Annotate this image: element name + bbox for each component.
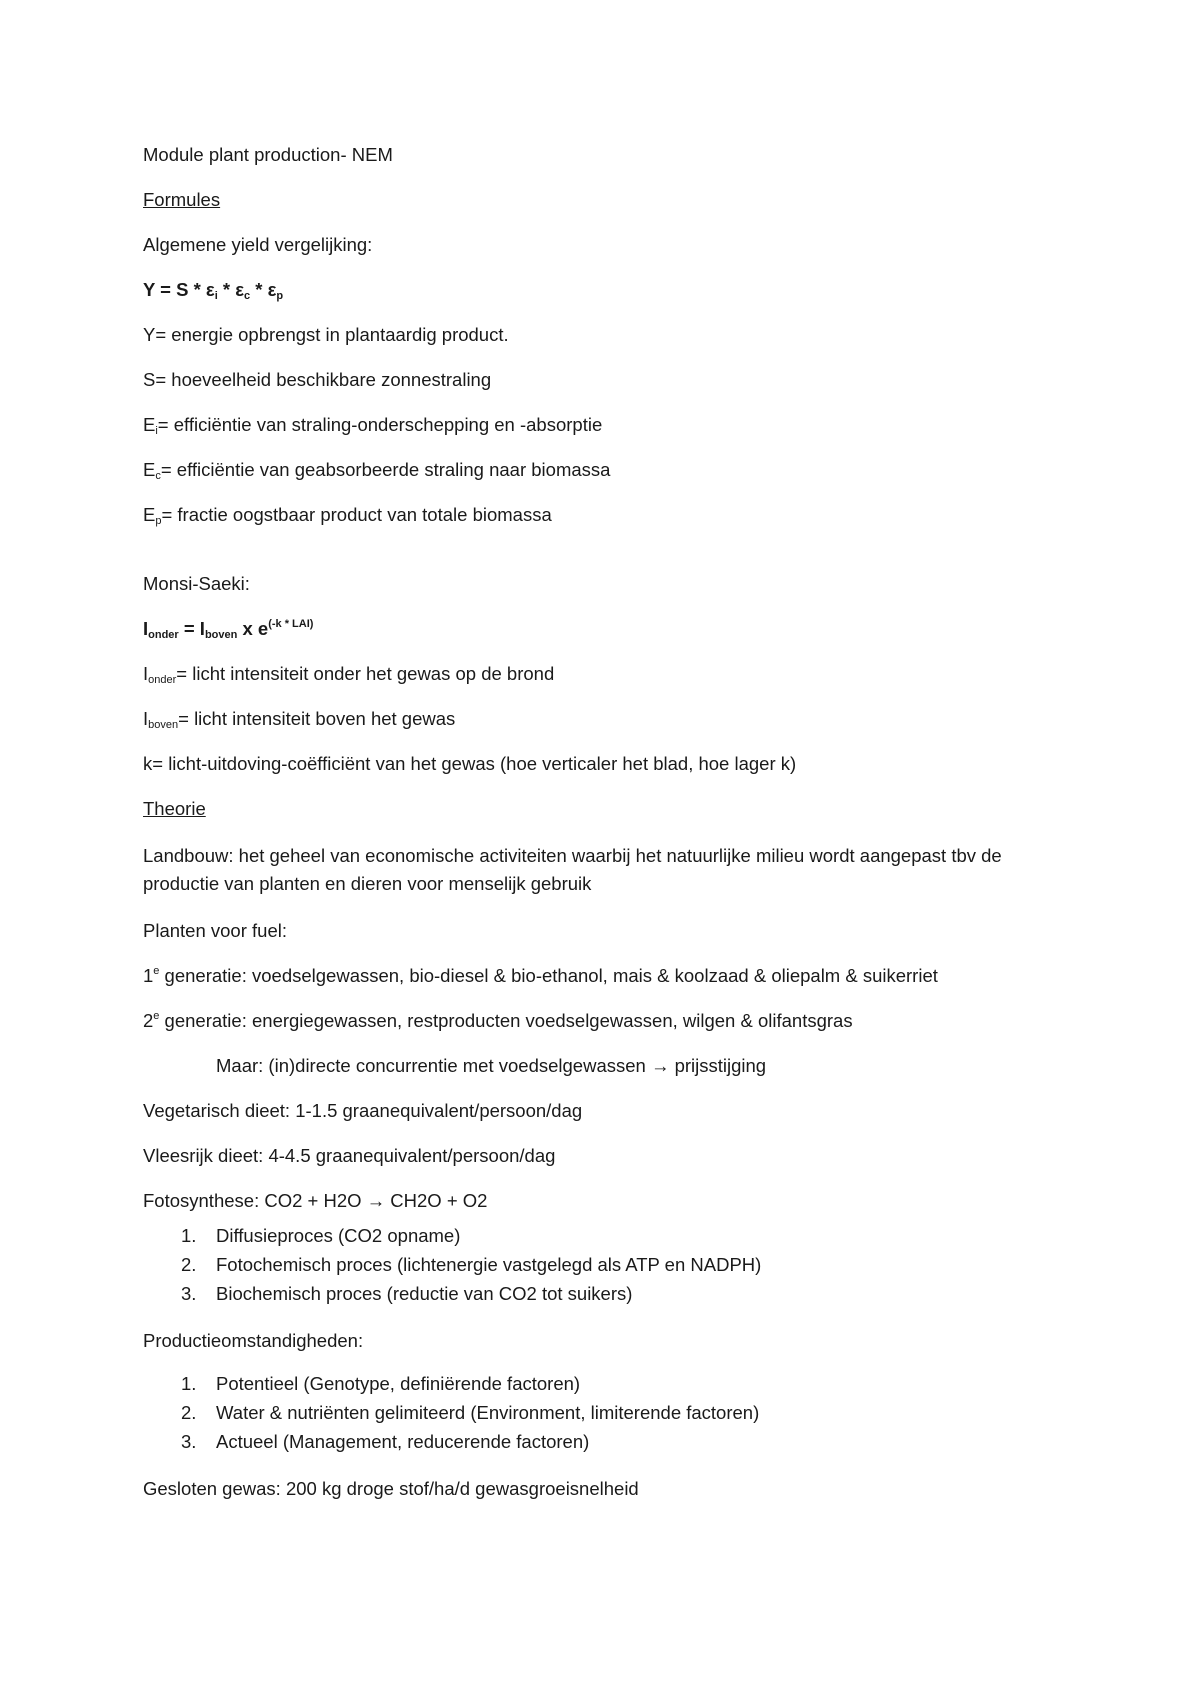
def-i-onder-letter: I bbox=[143, 663, 149, 684]
foto-lhs: Fotosynthese: CO2 + H2O bbox=[143, 1190, 367, 1211]
monsi-equation bbox=[143, 617, 1063, 641]
def-ec-text: = efficiëntie van geabsorbeerde straling naar biomassa bbox=[160, 459, 611, 480]
def-y: Y= energie opbrengst in plantaardig product. bbox=[143, 324, 509, 345]
fotosynthese-list bbox=[143, 1221, 1063, 1308]
productie-heading: Productieomstandigheden: bbox=[143, 1330, 364, 1351]
fotosynthese bbox=[143, 1189, 1063, 1213]
list-text: Biochemisch proces (reductie van CO2 tot suikers) bbox=[216, 1283, 633, 1304]
fuel-heading: Planten voor fuel: bbox=[143, 920, 287, 941]
generation-1 bbox=[143, 964, 1063, 988]
eq-eps-p: ε bbox=[267, 279, 277, 300]
eq-star-2: * bbox=[250, 279, 268, 300]
def-ep-letter: E bbox=[143, 504, 156, 525]
gen1-number: 1 bbox=[143, 965, 154, 986]
list-number: 2. bbox=[181, 1254, 197, 1275]
document-page bbox=[143, 143, 1063, 1522]
arrow-right-icon: → bbox=[366, 1190, 386, 1211]
def-ep-sub: p bbox=[155, 515, 162, 527]
list-number: 3. bbox=[181, 1283, 197, 1304]
gesloten-gewas: Gesloten gewas: 200 kg droge stof/ha/d gewasgroeisnelheid bbox=[143, 1478, 639, 1499]
spacer bbox=[143, 548, 1063, 572]
list-number: 2. bbox=[181, 1402, 197, 1423]
landbouw-definition: Landbouw: het geheel van economische activiteiten waarbij het natuurlijke milieu wordt aangepast tbv de productie van planten en dieren voor menselijk gebruik bbox=[143, 845, 1002, 894]
eq-i-onder: I bbox=[143, 618, 149, 639]
def-ei-sub: i bbox=[155, 425, 158, 437]
document-title: Module plant production- NEM bbox=[143, 144, 393, 165]
list-item bbox=[143, 1427, 1063, 1456]
def-i-onder-text: = licht intensiteit onder het gewas op de brond bbox=[176, 663, 555, 684]
def-i-boven-sub: boven bbox=[148, 719, 179, 731]
list-item bbox=[143, 1398, 1063, 1427]
list-text: Actueel (Management, reducerende factoren) bbox=[216, 1431, 590, 1452]
yield-intro: Algemene yield vergelijking: bbox=[143, 234, 373, 255]
list-text: Potentieel (Genotype, definiërende factoren) bbox=[216, 1373, 581, 1394]
section-heading-theorie: Theorie bbox=[143, 798, 206, 819]
def-ec-letter: E bbox=[143, 459, 156, 480]
eq-times-e: x e bbox=[237, 618, 269, 639]
def-ep bbox=[143, 503, 1063, 527]
def-i-onder-sub: onder bbox=[148, 674, 177, 686]
productie-list bbox=[143, 1369, 1063, 1456]
list-item bbox=[143, 1250, 1063, 1279]
eq-i-boven: I bbox=[199, 618, 205, 639]
list-number: 1. bbox=[181, 1373, 197, 1394]
gen2-number: 2 bbox=[143, 1010, 154, 1031]
def-k: k= licht-uitdoving-coëfficiënt van het gewas (hoe verticaler het blad, hoe lager k) bbox=[143, 753, 797, 774]
def-ec bbox=[143, 458, 1063, 482]
maar-end: prijsstijging bbox=[669, 1055, 767, 1076]
list-text: Water & nutriënten gelimiteerd (Environment, limiterende factoren) bbox=[216, 1402, 760, 1423]
eq-sub-boven: boven bbox=[204, 629, 238, 641]
def-s: S= hoeveelheid beschikbare zonnestraling bbox=[143, 369, 492, 390]
yield-equation bbox=[143, 278, 1063, 302]
gen2-sup: e bbox=[153, 1010, 160, 1022]
list-item bbox=[143, 1279, 1063, 1308]
list-item bbox=[143, 1369, 1063, 1398]
eq-lhs: Y = S * bbox=[143, 279, 206, 300]
vleesrijk-dieet: Vleesrijk dieet: 4-4.5 graanequivalent/persoon/dag bbox=[143, 1145, 556, 1166]
foto-rhs: CH2O + O2 bbox=[385, 1190, 488, 1211]
monsi-heading: Monsi-Saeki: bbox=[143, 573, 250, 594]
generation-2 bbox=[143, 1009, 1063, 1033]
gen1-text: generatie: voedselgewassen, bio-diesel & bio-ethanol, mais & koolzaad & oliepalm & suikerriet bbox=[159, 965, 938, 986]
eq-sub-c: c bbox=[244, 290, 251, 302]
list-text: Diffusieproces (CO2 opname) bbox=[216, 1225, 461, 1246]
gen1-sup: e bbox=[153, 965, 160, 977]
list-number: 1. bbox=[181, 1225, 197, 1246]
def-i-boven-letter: I bbox=[143, 708, 149, 729]
eq-exponent: (-k * LAI) bbox=[268, 618, 314, 630]
list-item bbox=[143, 1221, 1063, 1250]
eq-eps-i: ε bbox=[205, 279, 215, 300]
def-i-boven bbox=[143, 707, 1063, 731]
def-ei-letter: E bbox=[143, 414, 156, 435]
list-text: Fotochemisch proces (lichtenergie vastgelegd als ATP en NADPH) bbox=[216, 1254, 762, 1275]
eq-equals: = bbox=[178, 618, 200, 639]
maar-line bbox=[143, 1054, 1063, 1078]
vegetarisch-dieet: Vegetarisch dieet: 1-1.5 graanequivalent/persoon/dag bbox=[143, 1100, 583, 1121]
eq-sub-i: i bbox=[214, 290, 218, 302]
def-ei-text: = efficiëntie van straling-onderschepping en -absorptie bbox=[157, 414, 603, 435]
list-number: 3. bbox=[181, 1431, 197, 1452]
arrow-right-icon: → bbox=[650, 1055, 670, 1076]
def-ep-text: = fractie oogstbaar product van totale biomassa bbox=[161, 504, 552, 525]
def-ei bbox=[143, 413, 1063, 437]
eq-eps-c: ε bbox=[235, 279, 245, 300]
def-i-onder bbox=[143, 662, 1063, 686]
eq-sub-p: p bbox=[276, 290, 284, 302]
eq-star-1: * bbox=[217, 279, 236, 300]
def-ec-sub: c bbox=[155, 470, 161, 482]
maar-text: Maar: (in)directe concurrentie met voedselgewassen bbox=[216, 1055, 646, 1076]
def-i-boven-text: = licht intensiteit boven het gewas bbox=[178, 708, 456, 729]
section-heading-formules: Formules bbox=[143, 189, 221, 210]
eq-sub-onder: onder bbox=[148, 629, 179, 641]
gen2-text: generatie: energiegewassen, restproducten voedselgewassen, wilgen & olifantsgras bbox=[159, 1010, 853, 1031]
